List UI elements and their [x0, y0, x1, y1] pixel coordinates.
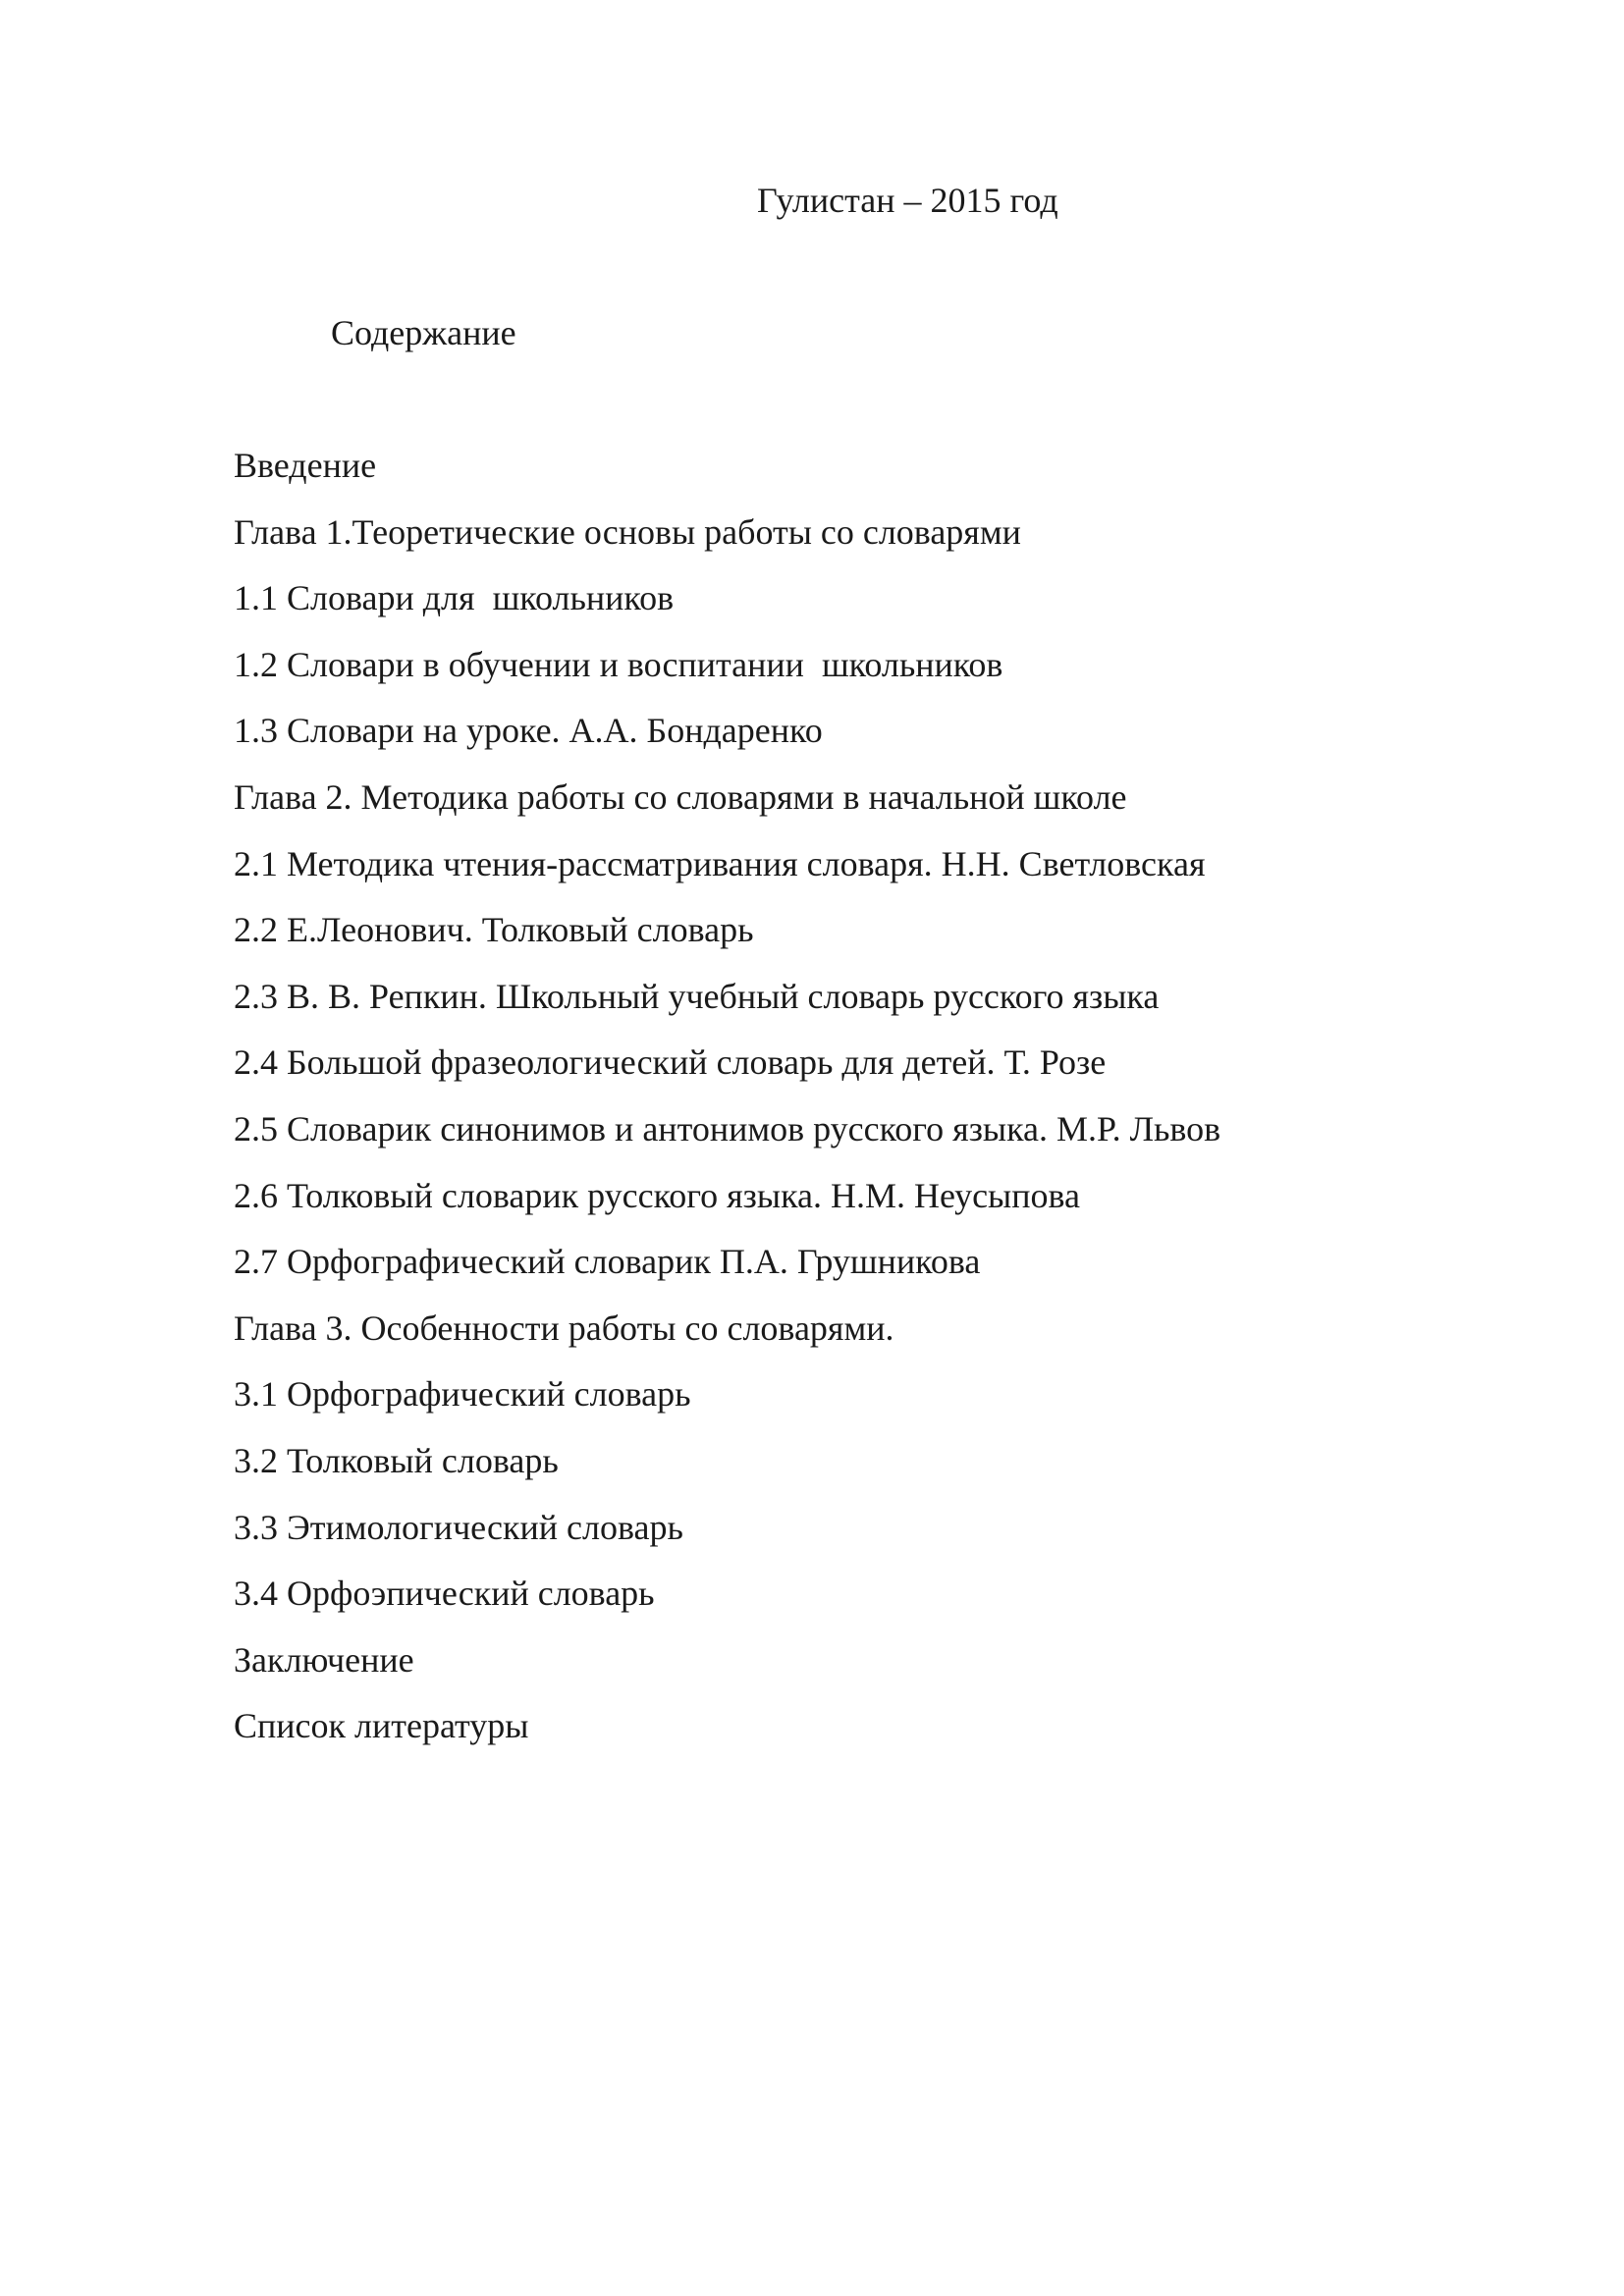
toc-item-1-2: 1.2 Словари в обучении и воспитании школьников — [234, 644, 1003, 684]
toc-item-2-6: 2.6 Толковый словарик русского языка. Н.М. Неусыпова — [234, 1175, 1081, 1215]
toc-item-chapter-3: Глава 3. Особенности работы со словарями. — [234, 1308, 894, 1348]
toc-item-2-3: 2.3 В. В. Репкин. Школьный учебный словарь русского языка — [234, 976, 1160, 1016]
toc-item-3-4: 3.4 Орфоэпический словарь — [234, 1574, 655, 1614]
toc-item-2-4: 2.4 Большой фразеологический словарь для детей. Т. Розе — [234, 1042, 1107, 1083]
toc-item-introduction: Введение — [234, 446, 377, 485]
toc-item-1-1: 1.1 Словари для школьников — [234, 578, 675, 618]
toc-item-1-3: 1.3 Словари на уроке. А.А. Бондаренко — [234, 711, 823, 751]
table-of-contents — [234, 440, 1220, 1767]
toc-item-3-3: 3.3 Этимологический словарь — [234, 1507, 683, 1547]
toc-item-references: Список литературы — [234, 1706, 529, 1746]
toc-item-2-7: 2.7 Орфографический словарик П.А. Грушникова — [234, 1242, 981, 1282]
toc-item-conclusion: Заключение — [234, 1639, 414, 1680]
toc-item-chapter-2: Глава 2. Методика работы со словарями в начальной школе — [234, 776, 1127, 817]
toc-item-2-5: 2.5 Словарик синонимов и антонимов русского языка. М.Р. Львов — [234, 1108, 1221, 1148]
toc-item-2-1: 2.1 Методика чтения-рассматривания словаря. Н.Н. Светловская — [234, 843, 1206, 883]
toc-item-3-2: 3.2 Толковый словарь — [234, 1440, 559, 1480]
toc-item-chapter-1: Глава 1.Теоретические основы работы со словарями — [234, 511, 1021, 552]
toc-item-2-2: 2.2 Е.Леонович. Толковый словарь — [234, 910, 754, 950]
toc-heading: Содержание — [331, 313, 516, 352]
place-year-line: Гулистан – 2015 год — [757, 181, 1058, 220]
toc-item-3-1: 3.1 Орфографический словарь — [234, 1374, 691, 1415]
